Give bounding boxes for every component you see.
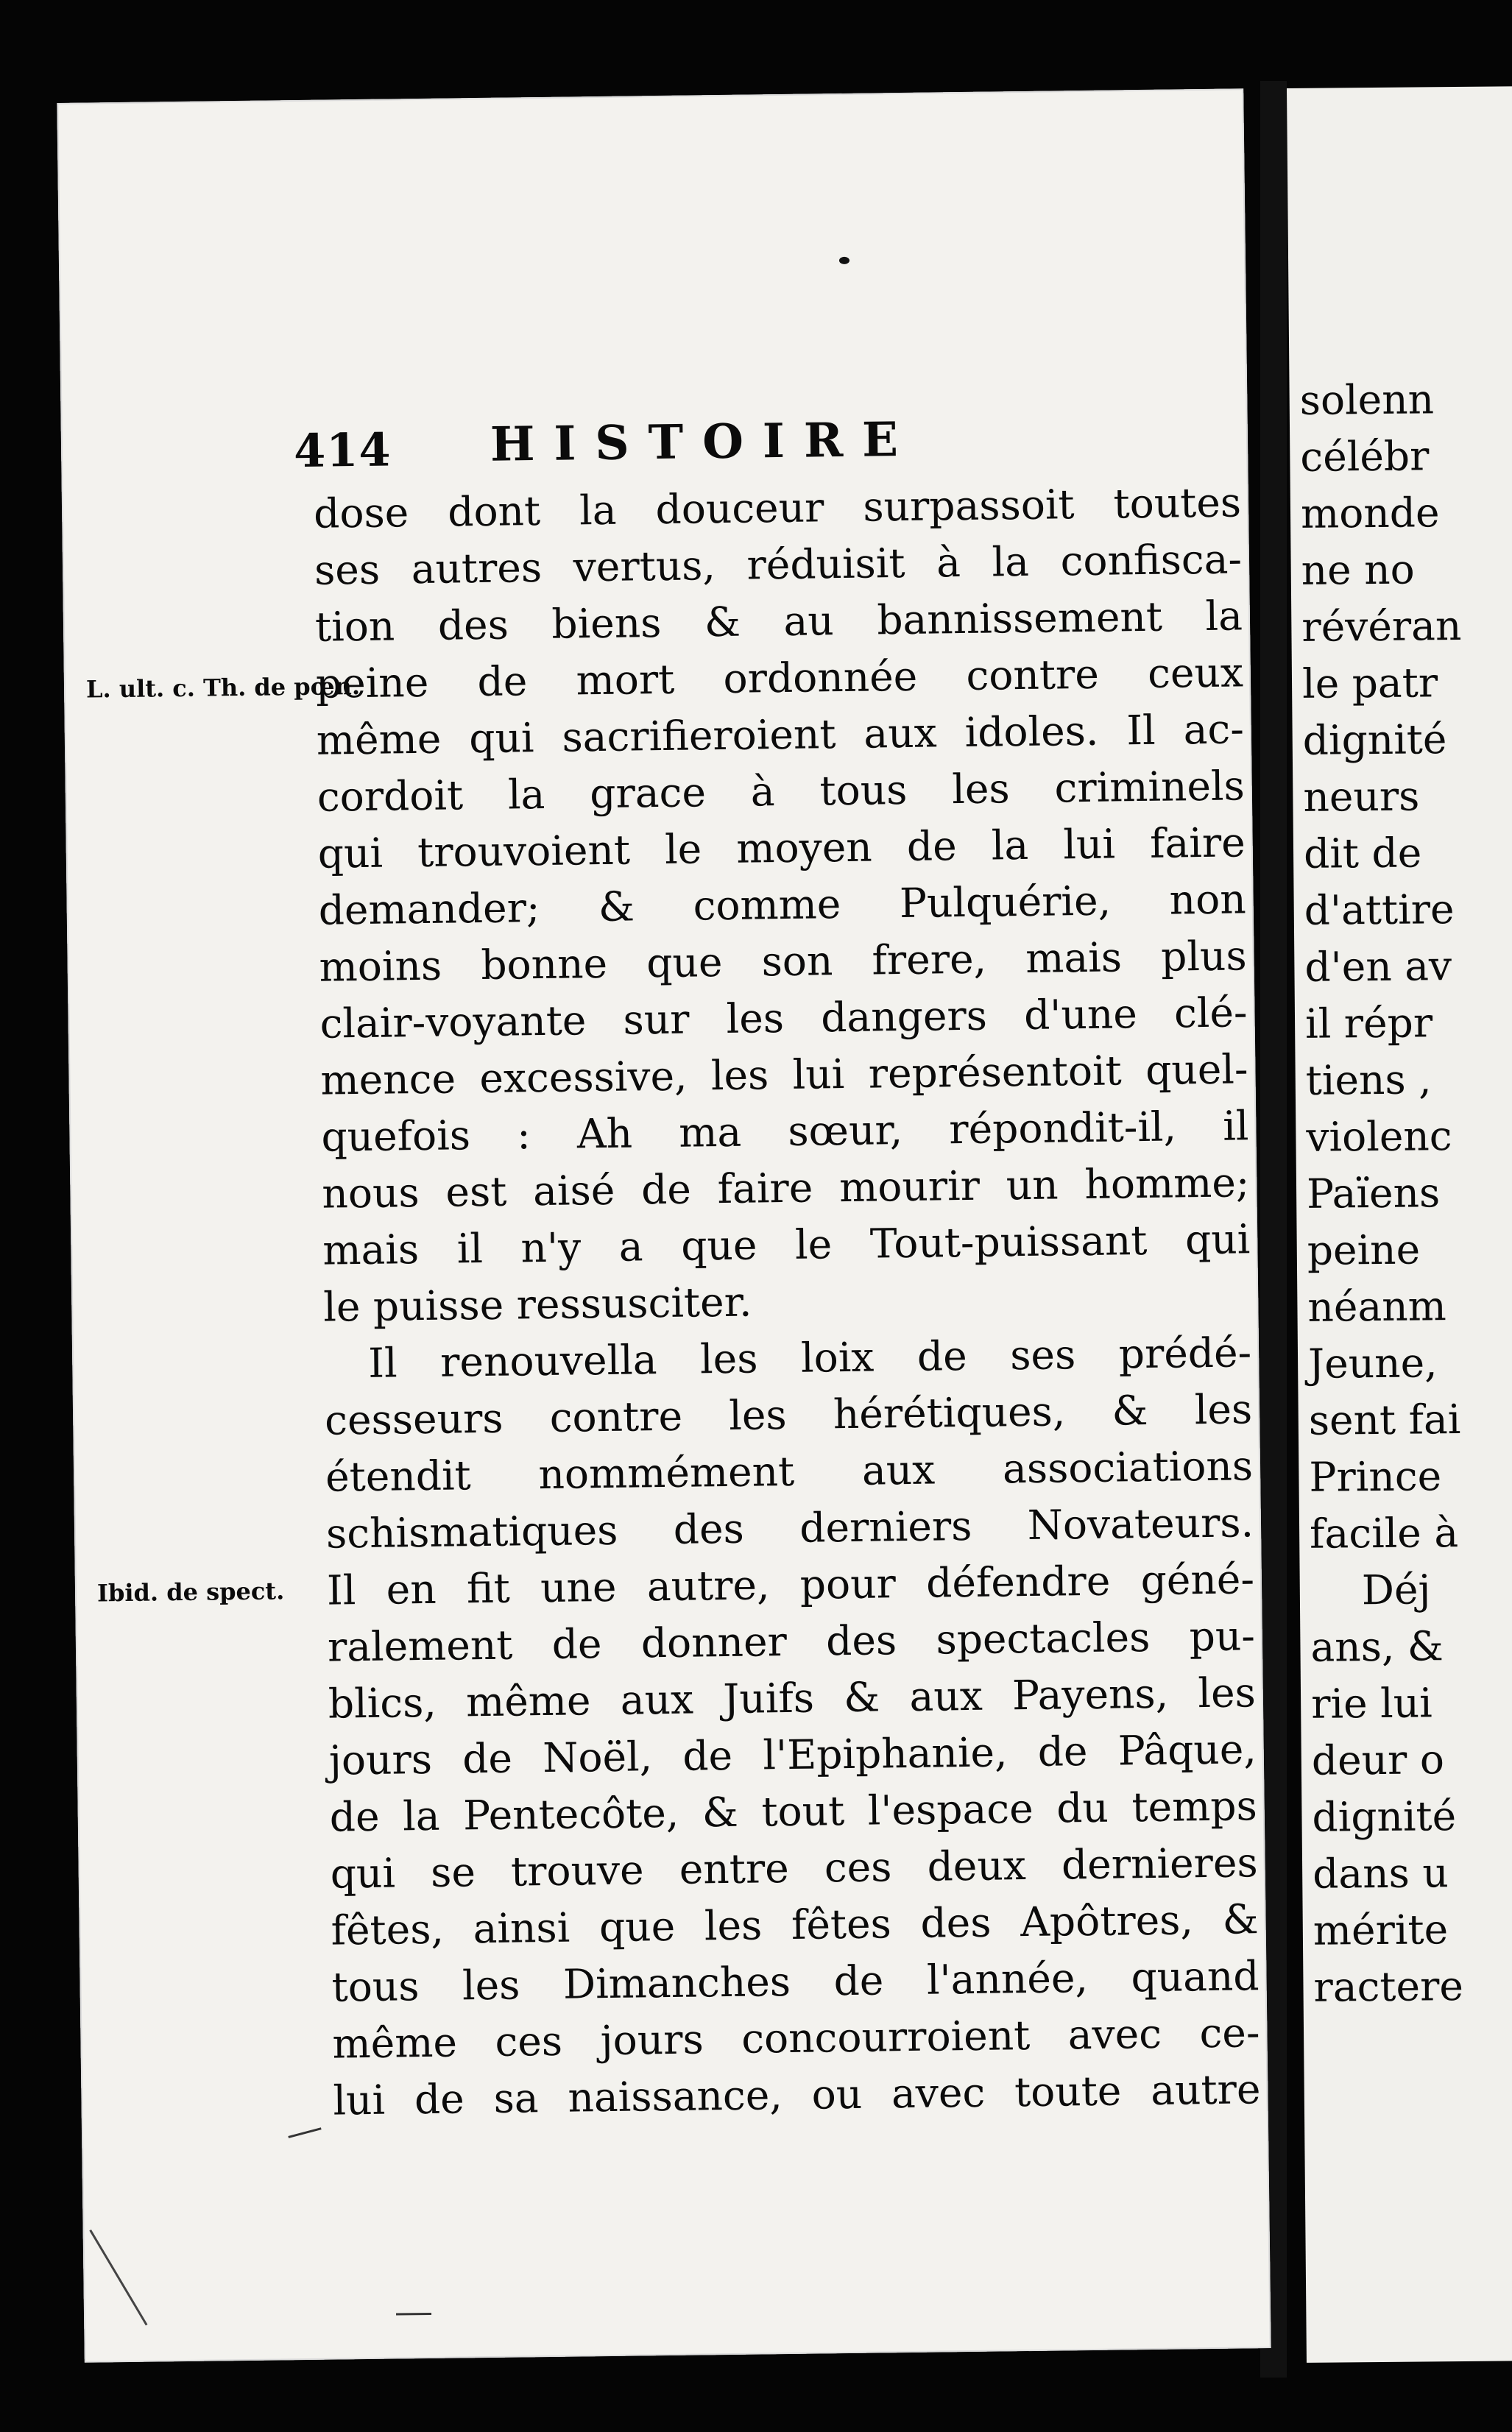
text-line: il répr — [1304, 999, 1433, 1047]
text-line: monde — [1300, 489, 1440, 537]
text-line: Païens — [1306, 1169, 1441, 1217]
text-line: de la Pentecôte, & tout l'espace du temps — [329, 1782, 1258, 1841]
text-line: le patr — [1301, 659, 1438, 707]
text-line: schismatiques des derniers Novateurs. — [325, 1499, 1254, 1558]
facing-page-text — [1299, 370, 1512, 2015]
text-line: moins bonne que son frere, mais plus — [319, 932, 1247, 991]
text-line: demander; & comme Pulquérie, non — [318, 875, 1247, 934]
text-line: d'attire — [1304, 886, 1455, 934]
text-line: ne no — [1301, 545, 1415, 594]
text-line: cordoit la grace à tous les criminels — [317, 762, 1246, 821]
text-line: qui se trouve entre ces deux dernieres — [330, 1839, 1259, 1898]
facing-page — [1287, 86, 1512, 2363]
page-header — [294, 412, 1251, 483]
text-line: ses autres vertus, réduisit à la confisca- — [314, 535, 1243, 594]
page-number: 414 — [293, 423, 392, 478]
ink-dot — [839, 257, 849, 264]
text-line: ans, & — [1310, 1622, 1444, 1671]
text-line: solenn — [1299, 375, 1435, 424]
text-line: fêtes, ainsi que les fêtes des Apôtres, & — [331, 1895, 1259, 1954]
text-line: le puisse ressusciter. — [322, 1278, 752, 1331]
text-line: cesseurs contre les hérétiques, & les — [324, 1385, 1253, 1444]
margin-note-1: L. ult. c. Th. de pœn. — [85, 671, 361, 704]
left-page — [57, 88, 1271, 2362]
text-line: nous est aisé de faire mourir un homme; — [322, 1159, 1250, 1217]
text-line: Il en fit une autre, pour défendre géné- — [326, 1555, 1255, 1614]
text-line: dignité — [1312, 1792, 1457, 1841]
text-line: rie lui — [1310, 1679, 1432, 1728]
text-line: neurs — [1303, 772, 1420, 821]
text-line: célébr — [1300, 432, 1430, 481]
text-line: lui de sa naissance, ou avec toute autre — [333, 2065, 1261, 2124]
text-line: même ces jours concourroient avec ce- — [332, 2009, 1260, 2068]
text-line: Prince — [1309, 1452, 1442, 1501]
text-line: ralement de donner des spectacles pu- — [327, 1612, 1256, 1671]
text-line: dans u — [1312, 1849, 1449, 1898]
text-line: quefois : Ah ma sœur, répondit-il, il — [321, 1102, 1249, 1161]
text-line: tion des biens & au bannissement la — [314, 592, 1243, 651]
text-line: facile à — [1309, 1509, 1459, 1558]
text-line: d'en av — [1304, 942, 1452, 991]
ink-mark — [396, 2313, 431, 2316]
text-line: tous les Dimanches de l'année, quand — [331, 1952, 1260, 2011]
text-line: blics, même aux Juifs & aux Payens, les — [328, 1669, 1257, 1728]
text-line: Jeune, — [1307, 1339, 1438, 1388]
text-line: sent fai — [1308, 1396, 1461, 1444]
margin-note-2: Ibid. de spect. — [96, 1577, 285, 1608]
text-line: dose dont la douceur surpassoit toutes — [313, 478, 1242, 537]
text-line: jours de Noël, de l'Epiphanie, de Pâque, — [328, 1725, 1257, 1784]
text-line: Déj — [1361, 1566, 1431, 1614]
text-line: même qui sacrifieroient aux idoles. Il ac- — [316, 705, 1245, 764]
text-line: peine de mort ordonnée contre ceux — [315, 648, 1244, 707]
ink-mark — [288, 2127, 321, 2138]
text-line: violenc — [1306, 1112, 1452, 1161]
text-line: étendit nommément aux associations — [325, 1442, 1254, 1501]
text-line: Il renouvella les loix de ses prédé- — [367, 1329, 1252, 1387]
text-line: tiens , — [1305, 1056, 1432, 1104]
text-line: dignité — [1302, 715, 1447, 764]
ink-mark — [89, 2230, 147, 2326]
text-line: mais il n'y a que le Tout-puissant qui — [322, 1215, 1251, 1274]
body-text — [314, 474, 1261, 2129]
text-line: peine — [1307, 1226, 1421, 1274]
text-line: dit de — [1303, 829, 1422, 877]
text-line: deur o — [1311, 1736, 1445, 1784]
text-line: clair-voyante sur les dangers d'une clé- — [319, 989, 1248, 1047]
text-line: mérite — [1313, 1906, 1449, 1954]
text-line: néanm — [1307, 1282, 1447, 1331]
text-line: qui trouvoient le moyen de la lui faire — [317, 819, 1246, 877]
text-line: mence excessive, les lui représentoit quel- — [320, 1045, 1248, 1104]
text-line: révéran — [1301, 601, 1462, 651]
text-line: ractere — [1313, 1962, 1464, 2011]
running-head: HISTOIRE — [490, 411, 918, 473]
